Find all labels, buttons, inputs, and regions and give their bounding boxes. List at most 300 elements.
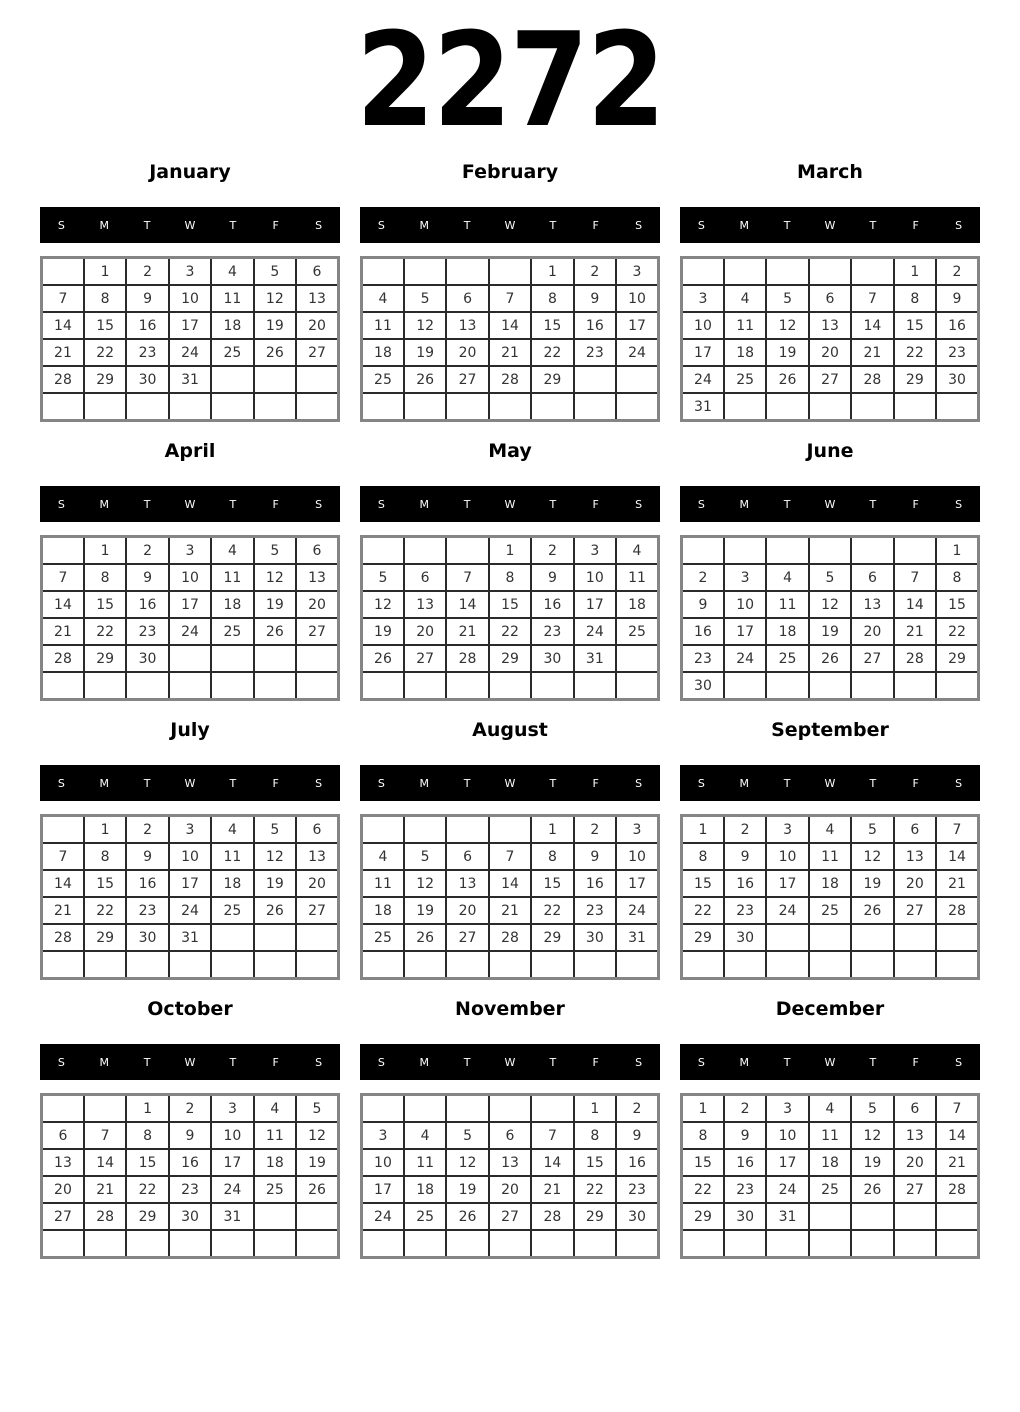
weekday-header-cell: T bbox=[463, 776, 471, 790]
day-cell: 23 bbox=[724, 1176, 766, 1203]
empty-day-cell bbox=[616, 951, 658, 979]
weekday-header-cell: M bbox=[739, 218, 750, 232]
day-cell: 4 bbox=[616, 537, 658, 565]
day-cell: 15 bbox=[894, 312, 936, 339]
day-cell: 3 bbox=[682, 285, 724, 312]
day-cell: 23 bbox=[724, 897, 766, 924]
weekday-header-cell: T bbox=[229, 497, 237, 511]
weekday-header-cell: W bbox=[504, 497, 516, 511]
weekday-header-cell: S bbox=[57, 497, 65, 511]
weekday-header-cell: T bbox=[229, 218, 237, 232]
day-cell: 6 bbox=[446, 843, 488, 870]
empty-day-cell bbox=[851, 393, 893, 421]
day-cell: 26 bbox=[254, 618, 296, 645]
day-cell: 18 bbox=[724, 339, 766, 366]
empty-day-cell bbox=[446, 672, 488, 700]
months-grid bbox=[0, 162, 1020, 1259]
empty-day-cell bbox=[809, 951, 851, 979]
week-row bbox=[362, 285, 659, 312]
month-grid bbox=[680, 256, 980, 422]
empty-day-cell bbox=[42, 951, 84, 979]
empty-day-cell bbox=[446, 393, 488, 421]
day-cell: 7 bbox=[894, 564, 936, 591]
empty-day-cell bbox=[766, 951, 808, 979]
day-cell: 29 bbox=[126, 1203, 168, 1230]
day-cell: 28 bbox=[446, 645, 488, 672]
empty-day-cell bbox=[84, 951, 126, 979]
weekday-header-cell: M bbox=[99, 776, 110, 790]
week-row bbox=[42, 393, 339, 421]
month-title: May bbox=[488, 440, 532, 462]
day-cell: 25 bbox=[766, 645, 808, 672]
week-row bbox=[42, 366, 339, 393]
day-cell: 11 bbox=[766, 591, 808, 618]
month-title: October bbox=[147, 998, 233, 1020]
day-cell: 30 bbox=[616, 1203, 658, 1230]
day-cell: 19 bbox=[766, 339, 808, 366]
day-cell: 27 bbox=[296, 897, 338, 924]
weekday-header-cell: F bbox=[592, 497, 599, 511]
weekday-header-cell: S bbox=[955, 218, 963, 232]
day-cell: 3 bbox=[616, 258, 658, 286]
day-cell: 4 bbox=[766, 564, 808, 591]
empty-day-cell bbox=[766, 924, 808, 951]
day-cell: 10 bbox=[616, 843, 658, 870]
day-cell: 1 bbox=[936, 537, 978, 565]
day-cell: 7 bbox=[42, 285, 84, 312]
month-grid bbox=[680, 535, 980, 701]
empty-day-cell bbox=[296, 393, 338, 421]
week-row bbox=[682, 312, 979, 339]
day-cell: 13 bbox=[296, 285, 338, 312]
weekday-header-cell: T bbox=[229, 776, 237, 790]
day-cell: 4 bbox=[211, 816, 253, 844]
empty-day-cell bbox=[851, 537, 893, 565]
month-august bbox=[360, 720, 660, 980]
weekday-header-cell: W bbox=[184, 1055, 196, 1069]
day-cell: 10 bbox=[766, 843, 808, 870]
day-cell: 1 bbox=[84, 258, 126, 286]
day-cell: 10 bbox=[169, 285, 211, 312]
day-cell: 4 bbox=[809, 816, 851, 844]
empty-day-cell bbox=[531, 951, 573, 979]
week-row bbox=[362, 924, 659, 951]
day-cell: 26 bbox=[446, 1203, 488, 1230]
day-cell: 18 bbox=[809, 870, 851, 897]
day-cell: 11 bbox=[362, 312, 404, 339]
weekday-header-cell: F bbox=[272, 1055, 279, 1069]
empty-day-cell bbox=[724, 1230, 766, 1258]
empty-day-cell bbox=[211, 672, 253, 700]
empty-day-cell bbox=[851, 672, 893, 700]
week-row bbox=[362, 258, 659, 286]
day-cell: 15 bbox=[574, 1149, 616, 1176]
empty-day-cell bbox=[616, 393, 658, 421]
week-row bbox=[42, 258, 339, 286]
day-cell: 10 bbox=[616, 285, 658, 312]
weekday-header-cell: S bbox=[635, 1055, 643, 1069]
empty-day-cell bbox=[682, 1230, 724, 1258]
week-row bbox=[362, 645, 659, 672]
week-row bbox=[42, 618, 339, 645]
week-row bbox=[362, 1203, 659, 1230]
weekday-header-cell: S bbox=[315, 218, 323, 232]
month-january bbox=[40, 162, 340, 422]
day-cell: 31 bbox=[574, 645, 616, 672]
empty-day-cell bbox=[809, 924, 851, 951]
weekday-header-cell: W bbox=[824, 776, 836, 790]
empty-day-cell bbox=[254, 672, 296, 700]
day-cell: 20 bbox=[404, 618, 446, 645]
day-cell: 24 bbox=[724, 645, 766, 672]
week-row bbox=[362, 1230, 659, 1258]
weekday-header-cell: M bbox=[99, 497, 110, 511]
day-cell: 22 bbox=[936, 618, 978, 645]
weekday-header-cell: S bbox=[697, 1055, 705, 1069]
day-cell: 12 bbox=[404, 870, 446, 897]
day-cell: 14 bbox=[84, 1149, 126, 1176]
empty-day-cell bbox=[489, 393, 531, 421]
day-cell: 8 bbox=[84, 285, 126, 312]
day-cell: 19 bbox=[809, 618, 851, 645]
weekday-header-cell: S bbox=[955, 776, 963, 790]
empty-day-cell bbox=[682, 258, 724, 286]
day-cell: 30 bbox=[936, 366, 978, 393]
day-cell: 3 bbox=[766, 816, 808, 844]
day-cell: 13 bbox=[809, 312, 851, 339]
day-cell: 14 bbox=[489, 312, 531, 339]
week-row bbox=[362, 393, 659, 421]
day-cell: 13 bbox=[894, 843, 936, 870]
empty-day-cell bbox=[404, 537, 446, 565]
day-cell: 8 bbox=[84, 564, 126, 591]
week-row bbox=[42, 843, 339, 870]
day-cell: 29 bbox=[682, 924, 724, 951]
day-cell: 13 bbox=[42, 1149, 84, 1176]
day-cell: 11 bbox=[362, 870, 404, 897]
day-cell: 18 bbox=[362, 339, 404, 366]
empty-day-cell bbox=[84, 393, 126, 421]
day-cell: 4 bbox=[362, 285, 404, 312]
week-row bbox=[42, 897, 339, 924]
day-cell: 23 bbox=[574, 897, 616, 924]
day-cell: 17 bbox=[766, 870, 808, 897]
day-cell: 20 bbox=[894, 870, 936, 897]
day-cell: 23 bbox=[682, 645, 724, 672]
empty-day-cell bbox=[84, 672, 126, 700]
day-cell: 30 bbox=[126, 924, 168, 951]
day-cell: 6 bbox=[296, 816, 338, 844]
empty-day-cell bbox=[489, 672, 531, 700]
month-grid bbox=[680, 1093, 980, 1259]
weekday-header-cell: T bbox=[869, 1055, 877, 1069]
day-cell: 25 bbox=[809, 897, 851, 924]
weekday-header-cell: M bbox=[419, 218, 430, 232]
day-cell: 10 bbox=[211, 1122, 253, 1149]
month-title: April bbox=[164, 440, 216, 462]
empty-day-cell bbox=[254, 1203, 296, 1230]
day-cell: 30 bbox=[724, 1203, 766, 1230]
month-september bbox=[680, 720, 980, 980]
week-row bbox=[682, 1203, 979, 1230]
day-cell: 13 bbox=[446, 870, 488, 897]
month-title: February bbox=[461, 161, 559, 183]
day-cell: 11 bbox=[724, 312, 766, 339]
day-cell: 5 bbox=[362, 564, 404, 591]
day-cell: 6 bbox=[296, 258, 338, 286]
day-cell: 22 bbox=[84, 618, 126, 645]
day-cell: 9 bbox=[724, 1122, 766, 1149]
day-cell: 7 bbox=[531, 1122, 573, 1149]
day-cell: 8 bbox=[126, 1122, 168, 1149]
week-row bbox=[42, 1176, 339, 1203]
day-cell: 21 bbox=[42, 897, 84, 924]
day-cell: 21 bbox=[84, 1176, 126, 1203]
week-row bbox=[42, 537, 339, 565]
weekday-header-cell: S bbox=[635, 776, 643, 790]
day-cell: 19 bbox=[254, 312, 296, 339]
month-title: July bbox=[170, 719, 210, 741]
day-cell: 3 bbox=[211, 1095, 253, 1123]
day-cell: 1 bbox=[126, 1095, 168, 1123]
day-cell: 5 bbox=[766, 285, 808, 312]
weekday-header-cell: M bbox=[99, 1055, 110, 1069]
empty-day-cell bbox=[766, 672, 808, 700]
week-row bbox=[42, 285, 339, 312]
day-cell: 22 bbox=[682, 897, 724, 924]
weekday-header-bar bbox=[40, 486, 340, 522]
week-row bbox=[682, 591, 979, 618]
day-cell: 16 bbox=[574, 870, 616, 897]
day-cell: 29 bbox=[682, 1203, 724, 1230]
empty-day-cell bbox=[894, 393, 936, 421]
day-cell: 18 bbox=[404, 1176, 446, 1203]
day-cell: 23 bbox=[531, 618, 573, 645]
weekday-header-cell: S bbox=[697, 776, 705, 790]
day-cell: 12 bbox=[404, 312, 446, 339]
day-cell: 2 bbox=[936, 258, 978, 286]
day-cell: 17 bbox=[682, 339, 724, 366]
day-cell: 14 bbox=[446, 591, 488, 618]
week-row bbox=[362, 1149, 659, 1176]
day-cell: 26 bbox=[851, 897, 893, 924]
day-cell: 5 bbox=[851, 816, 893, 844]
empty-day-cell bbox=[936, 1230, 978, 1258]
day-cell: 28 bbox=[531, 1203, 573, 1230]
empty-day-cell bbox=[404, 816, 446, 844]
empty-day-cell bbox=[894, 1230, 936, 1258]
day-cell: 8 bbox=[84, 843, 126, 870]
day-cell: 14 bbox=[936, 1122, 978, 1149]
day-cell: 14 bbox=[42, 591, 84, 618]
month-grid bbox=[360, 535, 660, 701]
day-cell: 18 bbox=[362, 897, 404, 924]
day-cell: 25 bbox=[404, 1203, 446, 1230]
day-cell: 24 bbox=[169, 897, 211, 924]
empty-day-cell bbox=[851, 1230, 893, 1258]
day-cell: 17 bbox=[211, 1149, 253, 1176]
empty-day-cell bbox=[446, 1095, 488, 1123]
day-cell: 26 bbox=[404, 366, 446, 393]
weekday-header-bar bbox=[360, 207, 660, 243]
empty-day-cell bbox=[446, 1230, 488, 1258]
day-cell: 1 bbox=[531, 258, 573, 286]
empty-day-cell bbox=[169, 1230, 211, 1258]
day-cell: 7 bbox=[84, 1122, 126, 1149]
empty-day-cell bbox=[296, 924, 338, 951]
empty-day-cell bbox=[936, 393, 978, 421]
week-row bbox=[42, 564, 339, 591]
day-cell: 21 bbox=[42, 618, 84, 645]
weekday-header-cell: M bbox=[419, 776, 430, 790]
day-cell: 22 bbox=[126, 1176, 168, 1203]
day-cell: 2 bbox=[169, 1095, 211, 1123]
month-december bbox=[680, 999, 980, 1259]
empty-day-cell bbox=[851, 924, 893, 951]
day-cell: 11 bbox=[404, 1149, 446, 1176]
empty-day-cell bbox=[254, 393, 296, 421]
day-cell: 21 bbox=[531, 1176, 573, 1203]
week-row bbox=[682, 285, 979, 312]
month-july bbox=[40, 720, 340, 980]
empty-day-cell bbox=[531, 1230, 573, 1258]
weekday-header-bar bbox=[40, 1044, 340, 1080]
day-cell: 8 bbox=[682, 843, 724, 870]
day-cell: 1 bbox=[682, 1095, 724, 1123]
day-cell: 5 bbox=[254, 537, 296, 565]
empty-day-cell bbox=[894, 537, 936, 565]
day-cell: 23 bbox=[126, 897, 168, 924]
day-cell: 8 bbox=[531, 843, 573, 870]
day-cell: 27 bbox=[446, 366, 488, 393]
empty-day-cell bbox=[616, 672, 658, 700]
month-title: January bbox=[149, 161, 231, 183]
day-cell: 9 bbox=[682, 591, 724, 618]
empty-day-cell bbox=[809, 258, 851, 286]
day-cell: 23 bbox=[126, 618, 168, 645]
weekday-header-cell: M bbox=[99, 218, 110, 232]
empty-day-cell bbox=[126, 951, 168, 979]
week-row bbox=[682, 393, 979, 421]
empty-day-cell bbox=[616, 1230, 658, 1258]
empty-day-cell bbox=[489, 1095, 531, 1123]
day-cell: 10 bbox=[574, 564, 616, 591]
day-cell: 29 bbox=[531, 366, 573, 393]
empty-day-cell bbox=[254, 951, 296, 979]
day-cell: 2 bbox=[724, 1095, 766, 1123]
day-cell: 16 bbox=[531, 591, 573, 618]
day-cell: 9 bbox=[169, 1122, 211, 1149]
empty-day-cell bbox=[404, 951, 446, 979]
day-cell: 24 bbox=[211, 1176, 253, 1203]
day-cell: 20 bbox=[296, 312, 338, 339]
day-cell: 14 bbox=[531, 1149, 573, 1176]
day-cell: 3 bbox=[766, 1095, 808, 1123]
day-cell: 29 bbox=[84, 645, 126, 672]
day-cell: 1 bbox=[531, 816, 573, 844]
empty-day-cell bbox=[296, 1203, 338, 1230]
weekday-header-cell: W bbox=[184, 497, 196, 511]
day-cell: 25 bbox=[362, 366, 404, 393]
weekday-header-cell: T bbox=[783, 776, 791, 790]
day-cell: 25 bbox=[211, 339, 253, 366]
empty-day-cell bbox=[936, 951, 978, 979]
weekday-header-cell: S bbox=[635, 218, 643, 232]
day-cell: 24 bbox=[766, 897, 808, 924]
day-cell: 16 bbox=[936, 312, 978, 339]
empty-day-cell bbox=[126, 393, 168, 421]
month-grid bbox=[40, 1093, 340, 1259]
weekday-header-cell: F bbox=[272, 776, 279, 790]
day-cell: 26 bbox=[296, 1176, 338, 1203]
week-row bbox=[42, 816, 339, 844]
day-cell: 20 bbox=[446, 897, 488, 924]
day-cell: 15 bbox=[489, 591, 531, 618]
weekday-header-cell: S bbox=[377, 218, 385, 232]
day-cell: 7 bbox=[936, 1095, 978, 1123]
day-cell: 29 bbox=[489, 645, 531, 672]
day-cell: 5 bbox=[446, 1122, 488, 1149]
empty-day-cell bbox=[936, 672, 978, 700]
empty-day-cell bbox=[894, 672, 936, 700]
week-row bbox=[42, 672, 339, 700]
day-cell: 15 bbox=[682, 1149, 724, 1176]
month-june bbox=[680, 441, 980, 701]
empty-day-cell bbox=[851, 951, 893, 979]
day-cell: 26 bbox=[254, 339, 296, 366]
day-cell: 5 bbox=[296, 1095, 338, 1123]
day-cell: 9 bbox=[126, 564, 168, 591]
weekday-header-cell: S bbox=[315, 776, 323, 790]
weekday-header-bar bbox=[680, 1044, 980, 1080]
day-cell: 28 bbox=[42, 366, 84, 393]
empty-day-cell bbox=[84, 1095, 126, 1123]
year-title: 2272 bbox=[356, 4, 664, 156]
day-cell: 3 bbox=[724, 564, 766, 591]
week-row bbox=[682, 339, 979, 366]
day-cell: 19 bbox=[254, 591, 296, 618]
day-cell: 9 bbox=[616, 1122, 658, 1149]
weekday-header-cell: T bbox=[869, 218, 877, 232]
empty-day-cell bbox=[809, 393, 851, 421]
day-cell: 31 bbox=[682, 393, 724, 421]
day-cell: 24 bbox=[616, 897, 658, 924]
empty-day-cell bbox=[724, 951, 766, 979]
day-cell: 19 bbox=[254, 870, 296, 897]
day-cell: 8 bbox=[936, 564, 978, 591]
weekday-header-bar bbox=[680, 765, 980, 801]
day-cell: 1 bbox=[574, 1095, 616, 1123]
day-cell: 27 bbox=[296, 339, 338, 366]
day-cell: 3 bbox=[169, 816, 211, 844]
day-cell: 22 bbox=[84, 897, 126, 924]
day-cell: 16 bbox=[126, 312, 168, 339]
day-cell: 17 bbox=[362, 1176, 404, 1203]
day-cell: 15 bbox=[84, 312, 126, 339]
day-cell: 22 bbox=[682, 1176, 724, 1203]
week-row bbox=[42, 1122, 339, 1149]
weekday-header-cell: F bbox=[912, 1055, 919, 1069]
weekday-header-cell: S bbox=[57, 1055, 65, 1069]
day-cell: 13 bbox=[894, 1122, 936, 1149]
weekday-header-cell: T bbox=[463, 218, 471, 232]
day-cell: 5 bbox=[809, 564, 851, 591]
weekday-header-cell: F bbox=[592, 218, 599, 232]
day-cell: 18 bbox=[211, 312, 253, 339]
weekday-header-cell: M bbox=[419, 497, 430, 511]
day-cell: 17 bbox=[616, 312, 658, 339]
day-cell: 9 bbox=[574, 843, 616, 870]
